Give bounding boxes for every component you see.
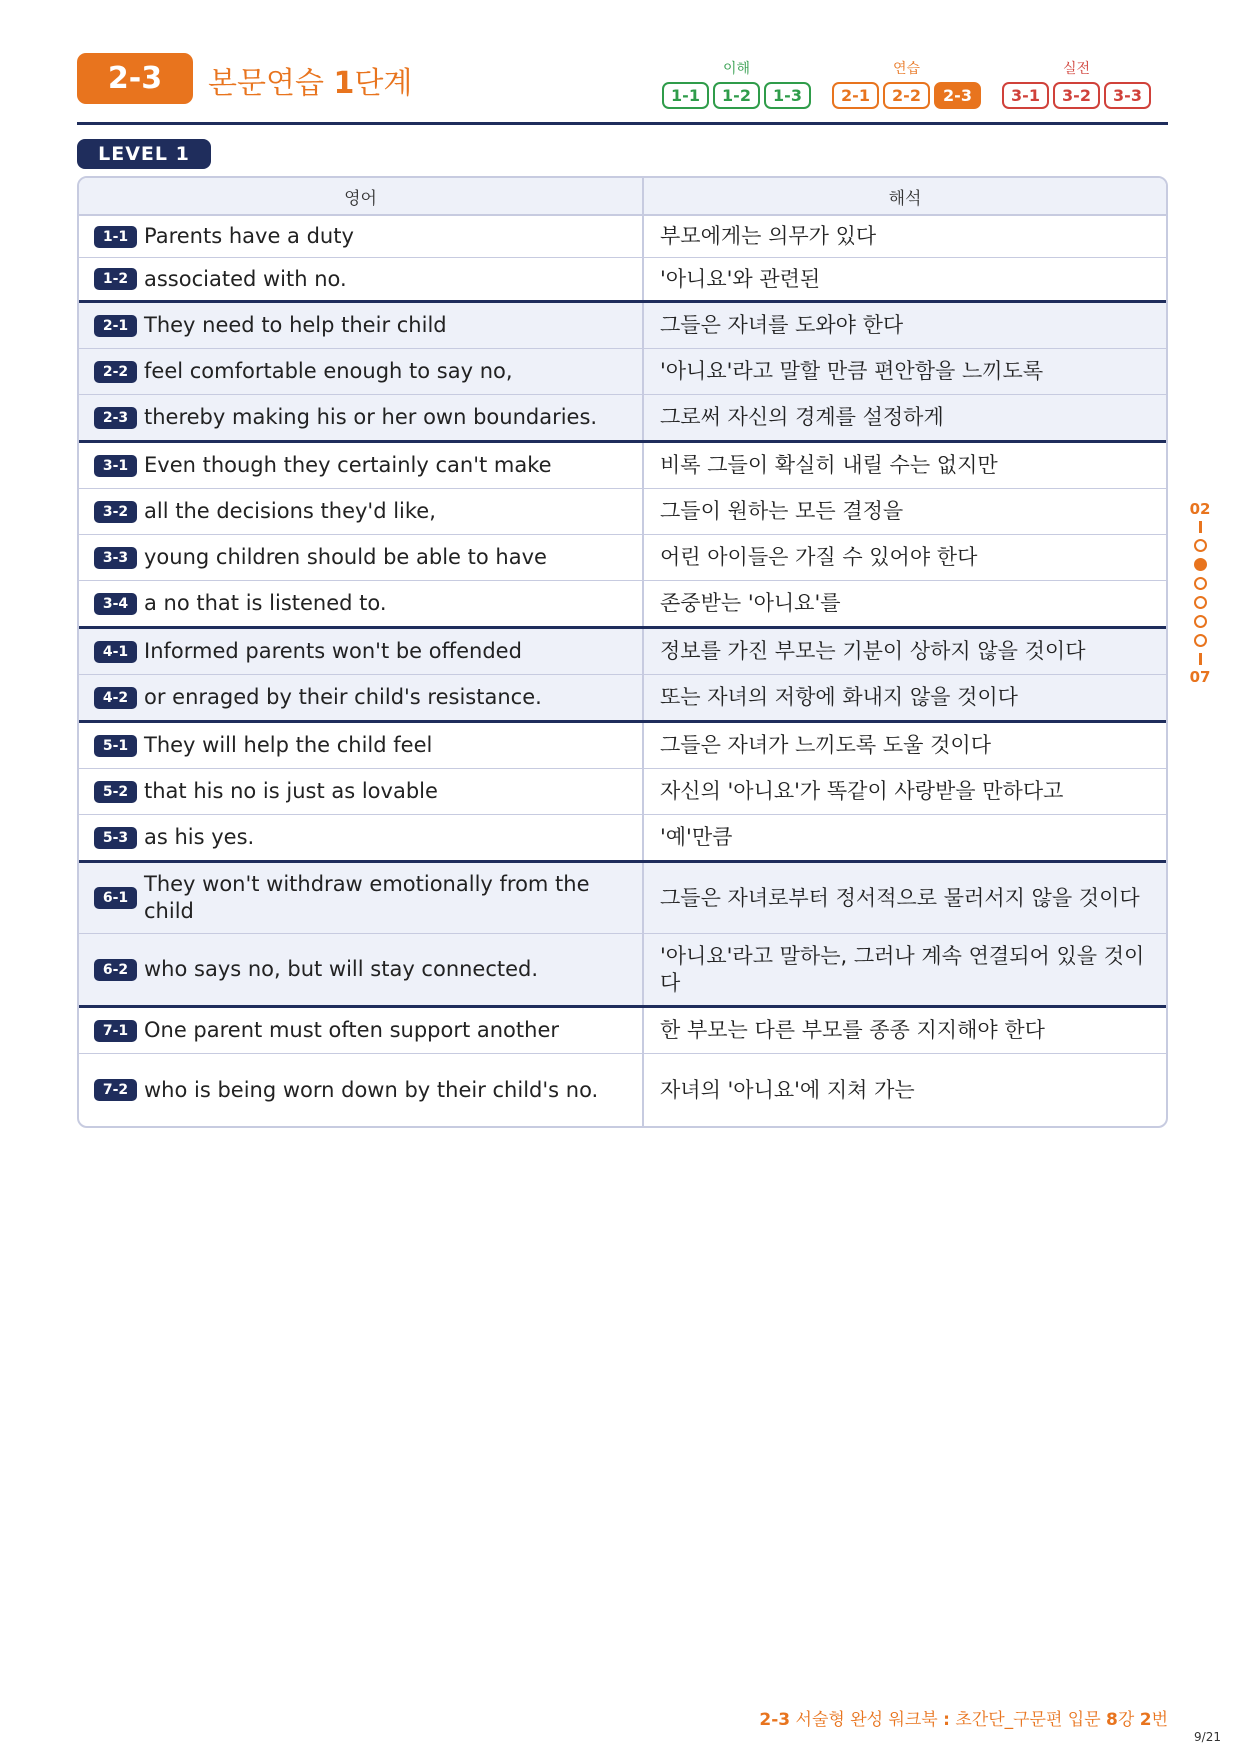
step-group-understand [662,60,811,109]
sentence-tag: 1-1 [94,226,137,248]
step-button-1-3[interactable]: 1-3 [764,82,811,109]
footer-text: 서술형 완성 워크북 [790,1710,944,1730]
step-group-practice [832,60,981,109]
sentence-tag: 3-1 [94,455,137,477]
step-button-2-2[interactable]: 2-2 [883,82,930,109]
step-group-label: 연습 [892,61,921,77]
table-row [79,863,1166,934]
step-button-3-3[interactable]: 3-3 [1104,82,1151,109]
table-header [79,178,1166,216]
nav-dot[interactable] [1194,596,1207,609]
sentence-tag: 7-1 [94,1020,137,1042]
english-text: They need to help their child [144,313,447,337]
korean-cell: 정보를 가진 부모는 기분이 상하지 않을 것이다 [660,639,1086,663]
footer-caption [759,1705,1168,1730]
table-row [79,815,1166,863]
sentence-tag: 3-4 [94,593,137,615]
sentence-tag: 2-1 [94,315,137,337]
english-cell [79,581,644,626]
korean-cell: 비록 그들이 확실히 내릴 수는 없지만 [660,453,998,477]
english-cell [79,815,644,860]
table-row [79,1054,1166,1126]
korean-cell: 그들은 자녀를 도와야 한다 [660,313,904,337]
english-text: as his yes. [144,825,255,849]
english-text: young children should be able to have [144,545,547,569]
sentence-tag: 7-2 [94,1079,137,1101]
sentence-tag: 4-1 [94,641,137,663]
table-row [79,258,1166,303]
table-row [79,769,1166,815]
table-row [79,216,1166,258]
korean-cell: 그들은 자녀로부터 정서적으로 물러서지 않을 것이다 [660,885,1140,910]
table-row [79,629,1166,675]
english-text: that his no is just as lovable [144,779,438,803]
nav-start-number: 02 [1189,500,1211,518]
column-header-english: 영어 [79,178,644,214]
nav-bar [1199,521,1202,533]
korean-cell: '아니요'라고 말하는, 그러나 계속 연결되어 있을 것이다 [660,943,1145,995]
section-badge: 2-3 [77,53,193,104]
footer-text: 강 [1117,1710,1140,1730]
footer-lesson-number: 8 [1106,1710,1118,1730]
korean-cell: '아니요'와 관련된 [660,266,821,291]
korean-cell: 어린 아이들은 가질 수 있어야 한다 [660,545,978,569]
nav-dot[interactable] [1194,539,1207,552]
table-row [79,675,1166,723]
english-text: or enraged by their child's resistance. [144,685,542,709]
page-title [208,58,412,102]
english-cell [79,1008,644,1053]
sentence-tag: 2-2 [94,361,137,383]
sentence-tag: 3-2 [94,501,137,523]
english-text: One parent must often support another [144,1018,559,1042]
english-cell [79,443,644,488]
sentence-tag: 3-3 [94,547,137,569]
nav-dot[interactable] [1194,634,1207,647]
english-text: thereby making his or her own boundaries. [144,405,598,429]
english-text: Even though they certainly can't make [144,453,552,477]
footer-text: 번 [1151,1710,1168,1730]
table-row [79,443,1166,489]
korean-cell: 부모에게는 의무가 있다 [660,224,877,248]
table-row [79,581,1166,629]
english-cell [79,1054,644,1126]
english-cell [79,629,644,674]
english-text: associated with no. [144,266,347,291]
step-group-label: 이해 [722,61,751,77]
korean-cell: 그들은 자녀가 느끼도록 도울 것이다 [660,733,991,757]
english-text: feel comfortable enough to say no, [144,359,513,383]
nav-end-number: 07 [1189,668,1211,686]
step-button-3-2[interactable]: 3-2 [1053,82,1100,109]
english-cell [79,395,644,440]
table-row [79,303,1166,349]
step-button-1-2[interactable]: 1-2 [713,82,760,109]
english-text: all the decisions they'd like, [144,499,436,523]
side-progress-nav [1185,500,1215,686]
level-badge: LEVEL 1 [77,139,211,169]
english-cell [79,216,644,257]
english-cell [79,723,644,768]
footer-colon: : [943,1710,950,1730]
title-num: 1 [333,66,355,101]
page-number: 9/21 [1194,1730,1221,1744]
title-prefix: 본문연습 [208,66,334,101]
sentence-tag: 4-2 [94,687,137,709]
korean-cell: 자녀의 '아니요'에 지쳐 가는 [660,1077,915,1102]
korean-cell: '아니요'라고 말할 만큼 편안함을 느끼도록 [660,359,1044,383]
step-button-2-1[interactable]: 2-1 [832,82,879,109]
sentence-tag: 6-1 [94,887,137,909]
english-cell [79,303,644,348]
english-cell [79,675,644,720]
nav-dot-active[interactable] [1194,558,1207,571]
english-text: They will help the child feel [144,733,433,757]
table-row [79,349,1166,395]
sentence-tag: 5-3 [94,827,137,849]
step-button-1-1[interactable]: 1-1 [662,82,709,109]
english-text: They won't withdraw emotionally from the child [144,872,590,923]
step-button-3-1[interactable]: 3-1 [1002,82,1049,109]
table-row [79,723,1166,769]
nav-dot[interactable] [1194,577,1207,590]
korean-cell: 그들이 원하는 모든 결정을 [660,499,904,523]
footer-section: 2-3 [759,1710,791,1730]
english-text: a no that is listened to. [144,591,387,615]
table-row [79,395,1166,443]
table-row [79,535,1166,581]
korean-cell: 존중받는 '아니요'를 [660,591,841,615]
korean-cell: 그로써 자신의 경계를 설정하게 [660,405,944,429]
english-cell [79,489,644,534]
sentence-table [77,176,1168,1128]
column-header-korean: 해석 [888,188,922,209]
english-text: who says no, but will stay connected. [144,957,539,981]
sentence-tag: 5-2 [94,781,137,803]
footer-item-number: 2 [1139,1710,1152,1730]
table-row [79,934,1166,1008]
english-cell [79,258,644,300]
korean-cell: 한 부모는 다른 부모를 종종 지지해야 한다 [660,1018,1045,1042]
english-text: Parents have a duty [144,224,354,248]
table-row [79,1008,1166,1054]
step-group-real [1002,60,1151,109]
english-text: who is being worn down by their child's no. [144,1077,599,1102]
step-button-2-3[interactable]: 2-3 [934,82,981,109]
nav-bar [1199,653,1202,665]
english-text: Informed parents won't be offended [144,639,522,663]
english-cell [79,863,644,933]
korean-cell: 또는 자녀의 저항에 화내지 않을 것이다 [660,685,1018,709]
english-cell [79,349,644,394]
english-cell [79,934,644,1005]
sentence-tag: 5-1 [94,735,137,757]
sentence-tag: 2-3 [94,407,137,429]
table-row [79,489,1166,535]
sentence-tag: 6-2 [94,959,137,981]
nav-dot[interactable] [1194,615,1207,628]
korean-cell: '예'만큼 [660,825,733,849]
header-divider [77,122,1168,125]
english-cell [79,769,644,814]
step-group-label: 실전 [1062,61,1091,77]
sentence-tag: 1-2 [94,268,137,290]
korean-cell: 자신의 '아니요'가 똑같이 사랑받을 만하다고 [660,779,1064,803]
english-cell [79,535,644,580]
footer-text: 초간단_구문편 입문 [949,1710,1107,1730]
title-suffix: 단계 [354,66,413,101]
